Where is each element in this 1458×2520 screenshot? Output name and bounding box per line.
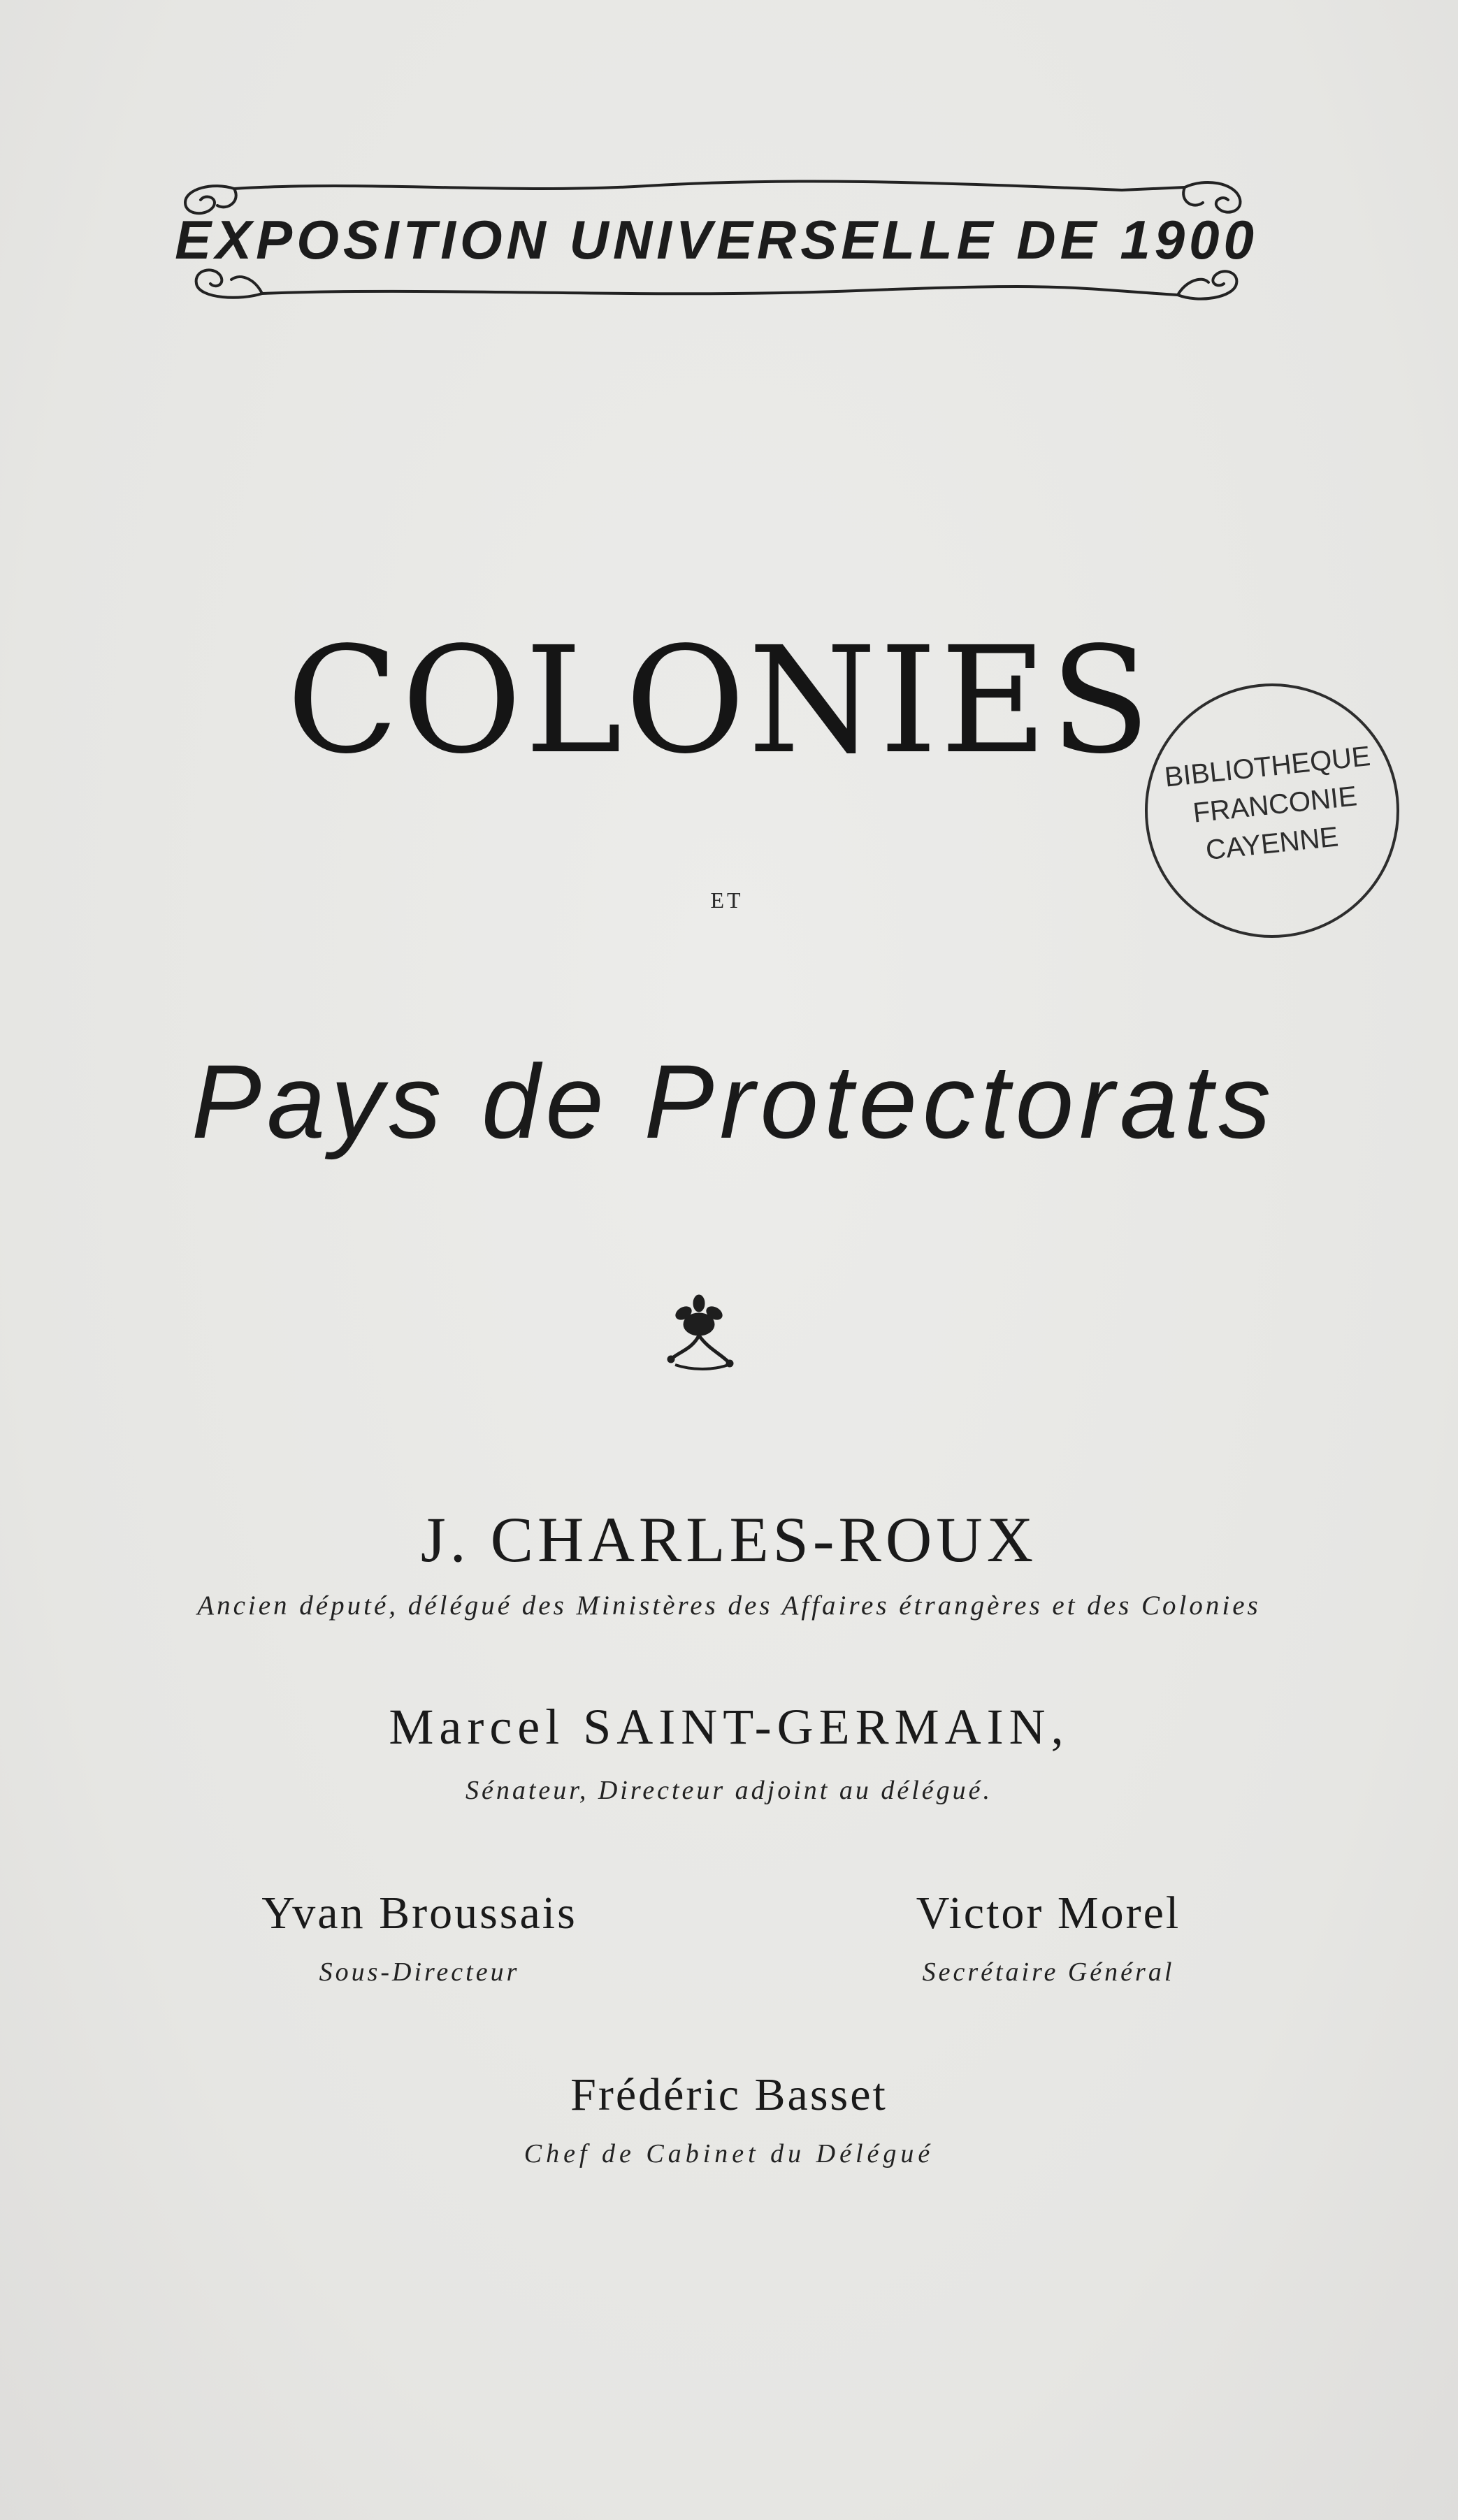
person-role: Sénateur, Directeur adjoint au délégué. — [465, 1776, 993, 1805]
stamp-line-3: CAYENNE — [1204, 821, 1340, 867]
person-name: J. CHARLES-ROUX — [420, 1504, 1038, 1575]
library-stamp — [1118, 657, 1426, 964]
main-title: COLONIES — [286, 615, 1154, 786]
person-role: Secrétaire Général — [922, 1957, 1175, 1987]
person-name: Frédéric Basset — [570, 2069, 888, 2120]
person-role: Sous-Directeur — [319, 1957, 520, 1987]
stamp-line-1: BIBLIOTHEQUE — [1163, 741, 1372, 793]
person-name: Victor Morel — [916, 1888, 1181, 1939]
exposition-banner — [157, 161, 1276, 314]
floral-ornament-icon — [650, 1282, 748, 1380]
subtitle: Pays de Protectorats — [191, 1043, 1277, 1160]
person-name: Marcel SAINT-GERMAIN, — [389, 1699, 1069, 1755]
person-name: Yvan Broussais — [261, 1888, 577, 1939]
banner-title: EXPOSITION UNIVERSELLE DE 1900 — [175, 209, 1258, 270]
title-conjunction: ET — [710, 888, 744, 913]
person-role: Chef de Cabinet du Délégué — [524, 2139, 934, 2168]
stamp-line-2: FRANCONIE — [1191, 781, 1359, 829]
person-role: Ancien député, délégué des Ministères des Affaires étrangères et des Colonies — [197, 1591, 1261, 1621]
